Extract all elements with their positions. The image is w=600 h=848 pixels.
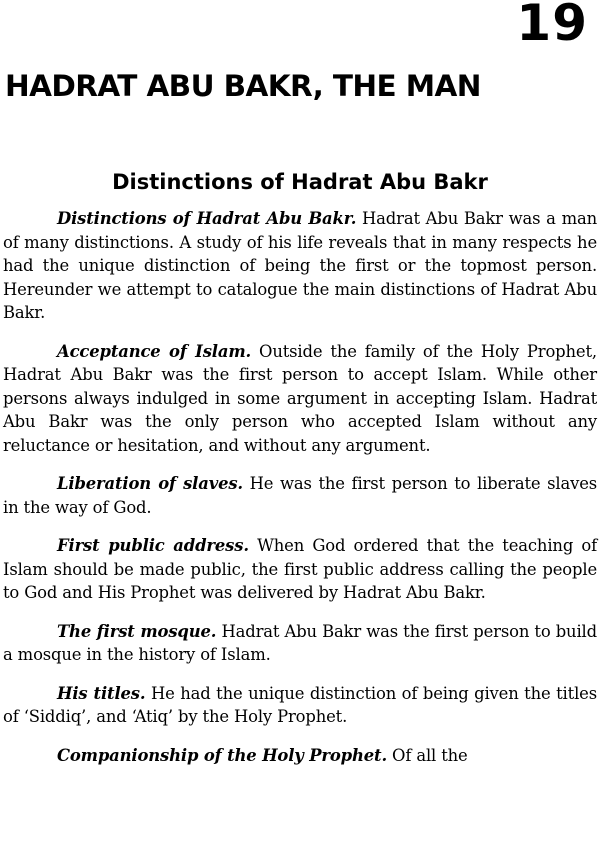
chapter-number: 19 — [516, 0, 588, 52]
paragraph-companionship — [3, 744, 597, 768]
section-heading: Distinctions of Hadrat Abu Bakr — [112, 170, 488, 194]
paragraph-acceptance-of-islam — [3, 340, 597, 458]
paragraph-lead: Liberation of slaves. — [57, 474, 243, 493]
paragraph-distinctions — [3, 207, 597, 325]
paragraph-lead: First public address. — [57, 536, 249, 555]
paragraph-text: Outside the family of the Holy Prophet, Hadrat Abu Bakr was the first person to accept Islam. While other persons always indulged in some argument in accepting Islam. Hadrat Abu Bakr was the only person who accepted Islam without any reluctance or hesitation, and without any argument. — [3, 341, 597, 455]
paragraph-liberation-of-slaves — [3, 472, 597, 519]
paragraph-text: Of all the — [387, 745, 468, 765]
paragraph-lead: The first mosque. — [57, 621, 217, 641]
paragraph-first-mosque — [3, 620, 597, 667]
paragraph-text: When God ordered that the teaching of Islam should be made public, the first public address calling the people to God and His Prophet was delivered by Hadrat Abu Bakr. — [3, 536, 597, 602]
chapter-title: HADRAT ABU BAKR, THE MAN — [5, 69, 481, 103]
paragraph-lead: Acceptance of Islam. — [57, 341, 252, 361]
paragraph-text: Hadrat Abu Bakr was the first person to build a mosque in the history of Islam. — [3, 621, 597, 664]
paragraph-lead: Companionship of the Holy Prophet. — [57, 745, 387, 765]
paragraph-text: He had the unique distinction of being given the titles of ‘Siddiq’, and ‘Atiq’ by the Holy Prophet. — [3, 683, 597, 726]
body-text — [3, 207, 597, 782]
paragraph-lead: His titles. — [57, 683, 146, 703]
paragraph-text: Hadrat Abu Bakr was a man of many distinctions. A study of his life reveals that in many respects he had the unique distinction of being the first or the topmost person. Hereunder we attempt to catalogue the main distinctions of Hadrat Abu Bakr. — [3, 209, 597, 322]
paragraph-text: He was the first person to liberate slaves in the way of God. — [3, 474, 598, 517]
paragraph-lead: Distinctions of Hadrat Abu Bakr. — [57, 209, 357, 228]
paragraph-first-public-address — [3, 534, 597, 605]
paragraph-his-titles — [3, 682, 597, 729]
